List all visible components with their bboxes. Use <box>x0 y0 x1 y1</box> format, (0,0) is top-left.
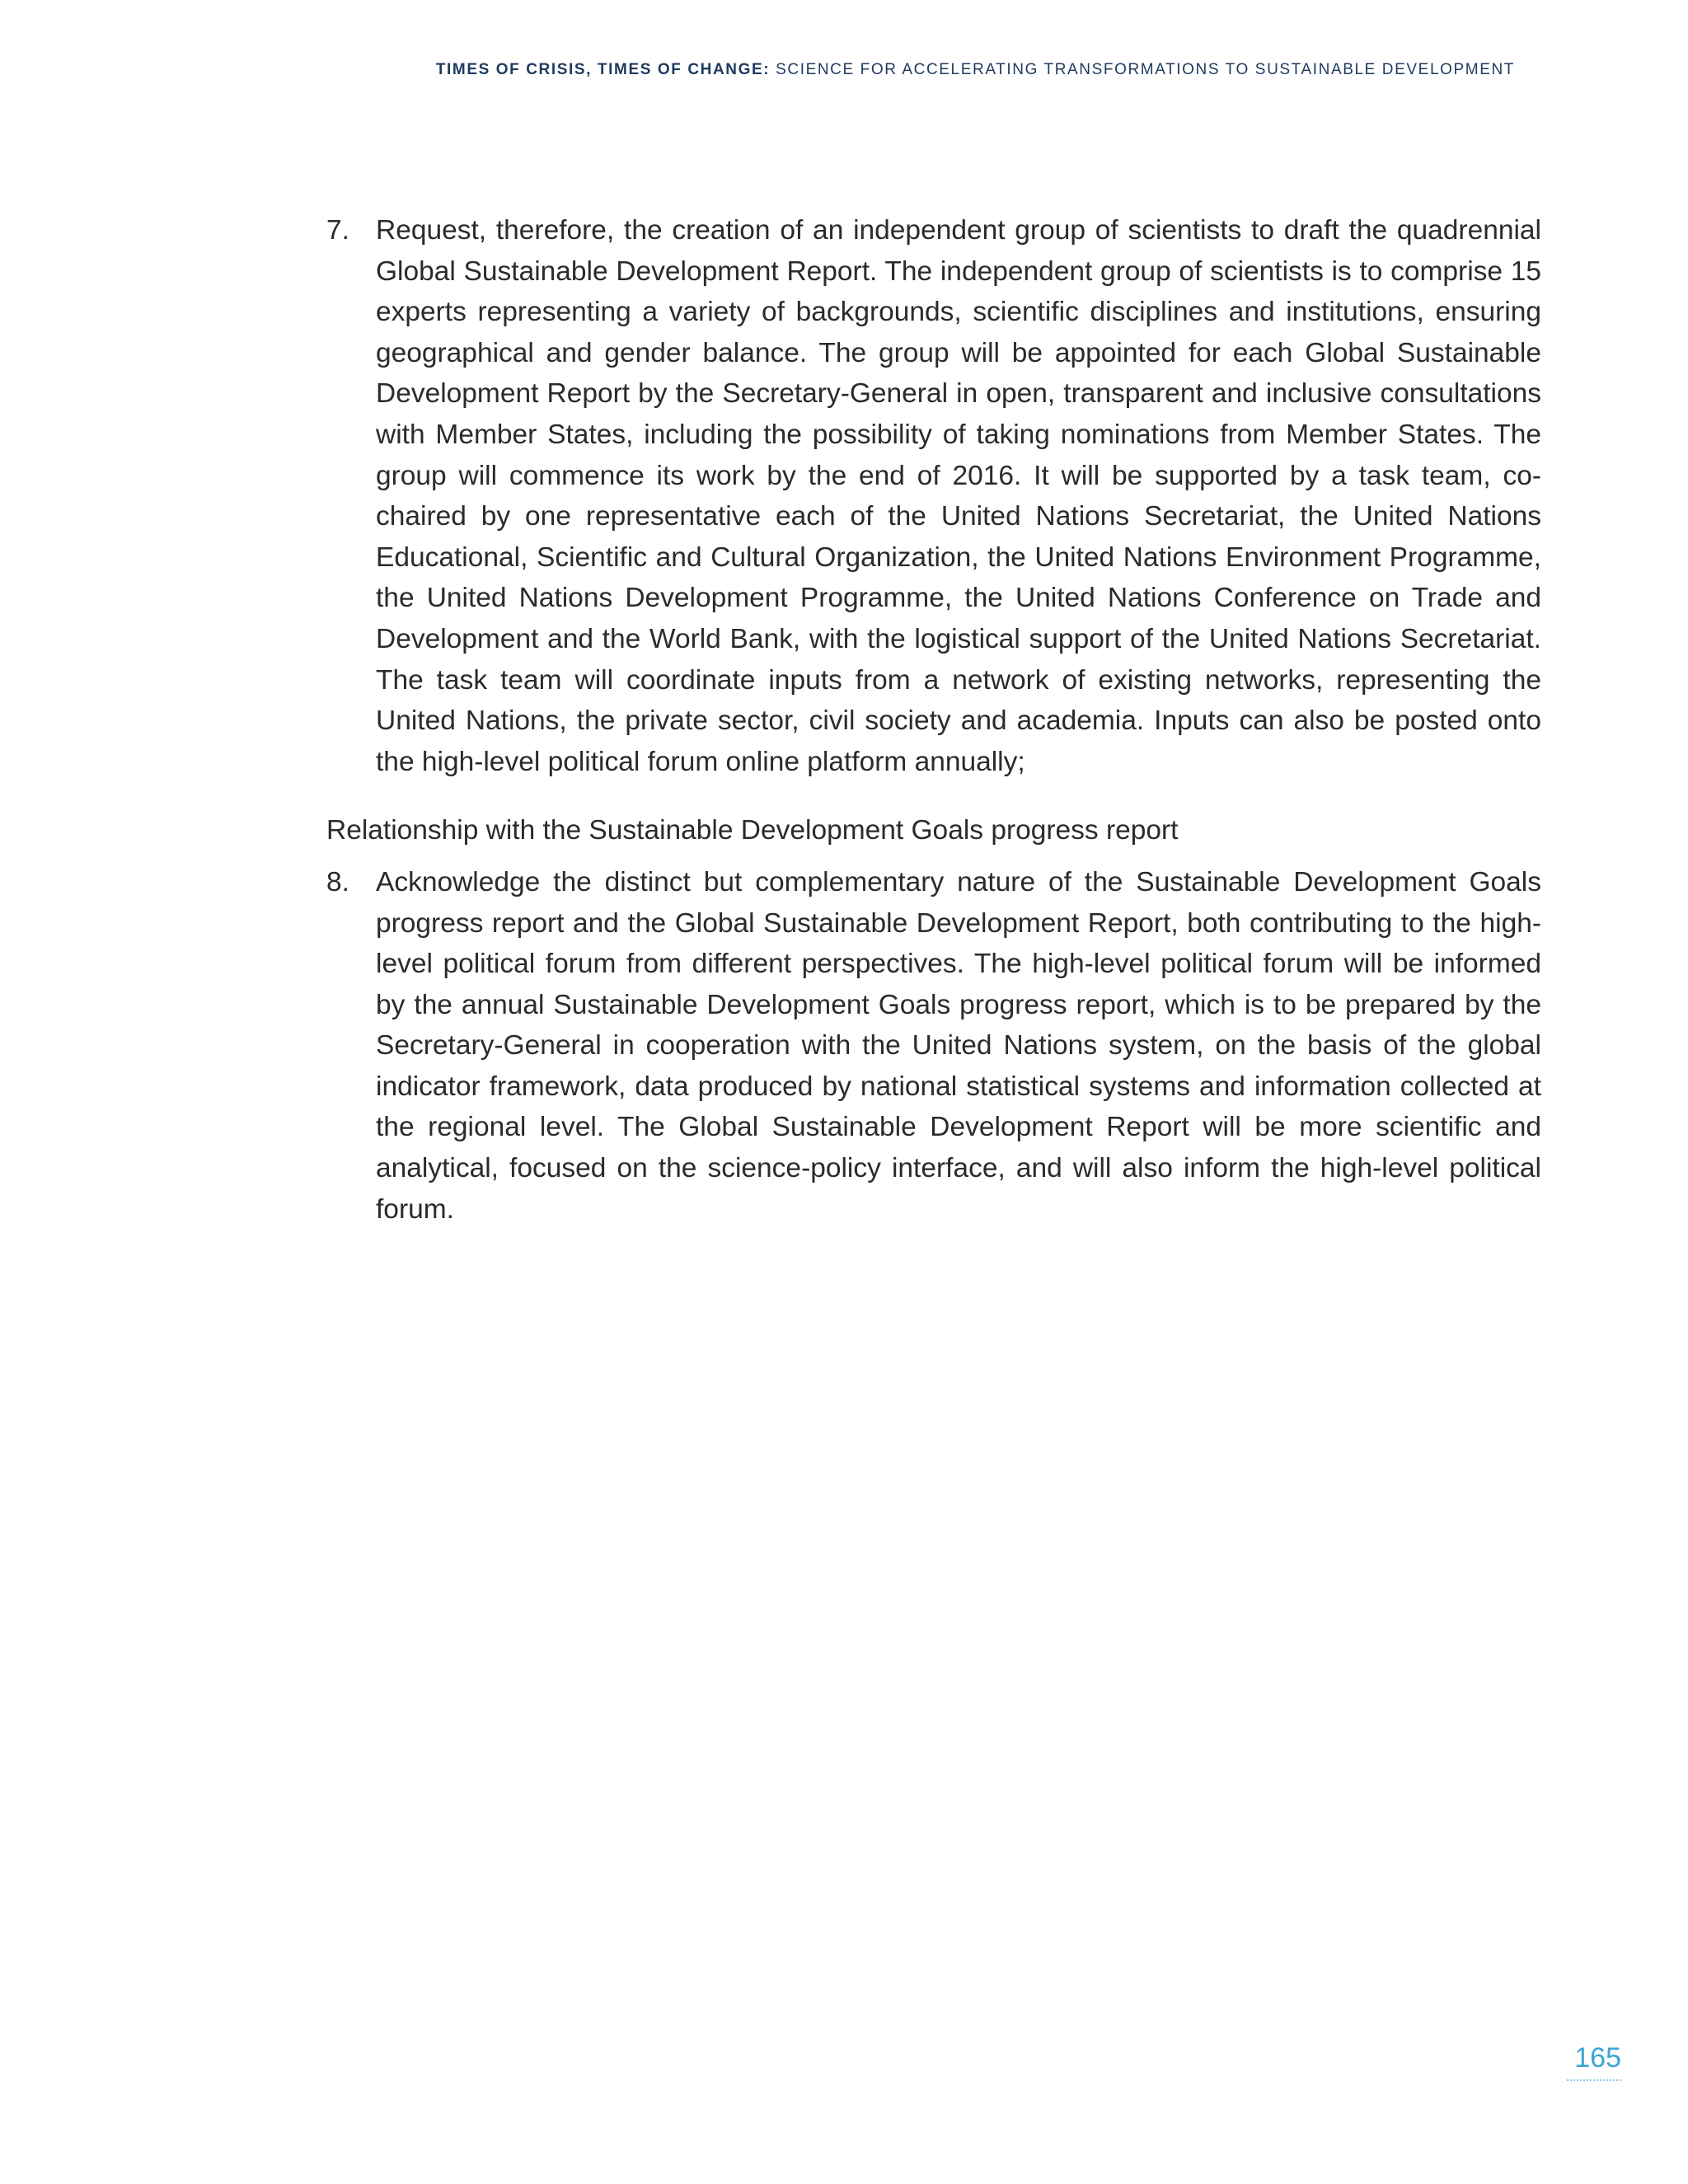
list-item-number: 7. <box>326 215 349 246</box>
running-header <box>436 61 1515 79</box>
list-item-8 <box>326 862 1541 1230</box>
list-item-number: 8. <box>326 866 349 898</box>
section-subheading: Relationship with the Sustainable Development Goals progress report <box>326 815 1179 846</box>
page-number: 165 <box>1567 2042 1621 2081</box>
page-body <box>326 210 1541 1230</box>
running-header-title: TIMES OF CRISIS, TIMES OF CHANGE: <box>435 61 771 78</box>
list-item-7 <box>326 210 1541 782</box>
list-item-text: Acknowledge the distinct but complementary nature of the Sustainable Development Goals progress report and the Global Sustainable Development Report, both contributing to the high-level political forum from different perspectives. The high-level political forum will be informed by the annual Sustainable Development Goals progress report, which is to be prepared by the Secretary-General in cooperation with the United Nations system, on the basis of the global indicator framework, data produced by national statistical systems and information collected at the regional level. The Global Sustainable Development Report will be more scientific and analytical, focused on the science-policy interface, and will also inform the high-level political forum. <box>376 866 1541 1225</box>
list-item-text: Request, therefore, the creation of an independent group of scientists to draft the quadrennial Global Sustainable Development Report. The independent group of scientists is to comprise 15 experts representing a variety of backgrounds, scientific disciplines and institutions, ensuring geographical and gender balance. The group will be appointed for each Global Sustainable Development Report by the Secretary-General in open, transparent and inclusive consultations with Member States, including the possibility of taking nominations from Member States. The group will commence its work by the end of 2016. It will be supported by a task team, co-chaired by one representative each of the United Nations Secretariat, the United Nations Educational, Scientific and Cultural Organization, the United Nations Environment Programme, the United Nations Development Programme, the United Nations Conference on Trade and Development and the World Bank, with the logistical support of the United Nations Secretariat. The task team will coordinate inputs from a network of existing networks, representing the United Nations, the private sector, civil society and academia. Inputs can also be posted onto the high-level political forum online platform annually; <box>376 215 1541 777</box>
running-header-subtitle: SCIENCE FOR ACCELERATING TRANSFORMATIONS TO SUSTAINABLE DEVELOPMENT <box>776 61 1515 78</box>
